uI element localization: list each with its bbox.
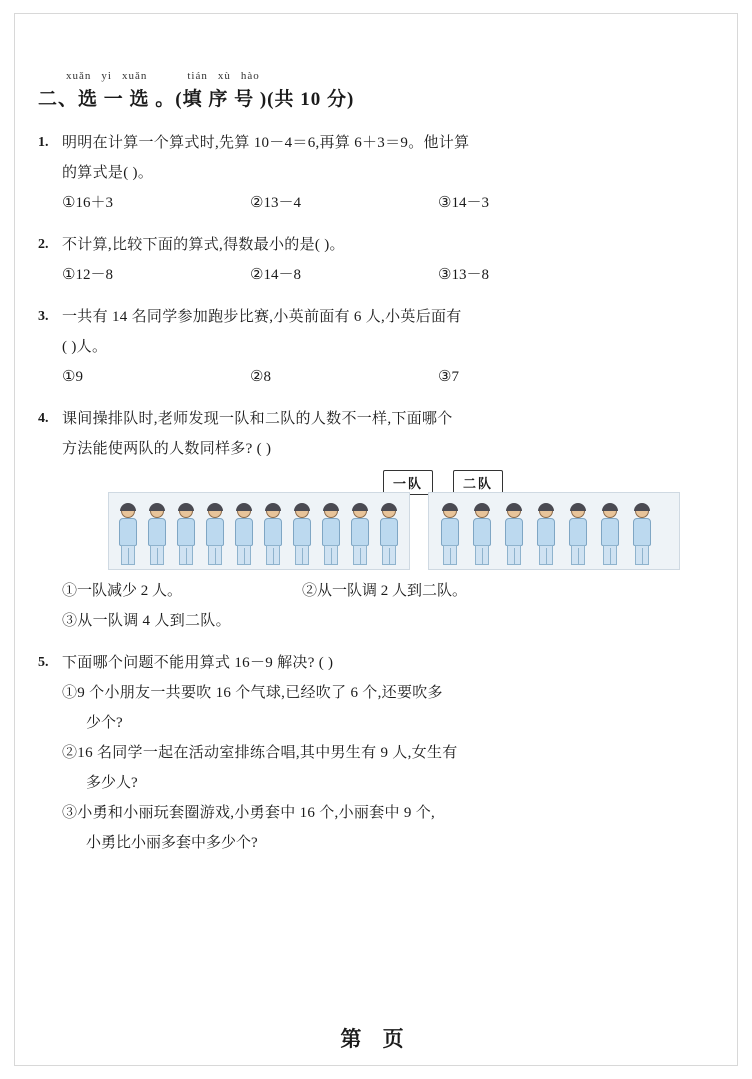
student-figure — [631, 504, 653, 566]
student-figure — [291, 504, 313, 566]
question-3-option-2[interactable]: ②8 — [250, 369, 271, 385]
question-4-option-3[interactable]: ③从一队调 4 人到二队。 — [62, 613, 231, 629]
question-1-text-line2: 的算式是( )。 — [62, 165, 154, 181]
question-1 — [38, 128, 714, 218]
student-figure — [503, 504, 525, 566]
team-one-label: 一队 — [383, 470, 433, 495]
question-1-option-3[interactable]: ③14－3 — [438, 195, 489, 211]
page-content — [38, 70, 714, 870]
question-3 — [38, 302, 714, 392]
student-figure — [378, 504, 400, 566]
question-3-text: 一共有 14 名同学参加跑步比赛,小英前面有 6 人,小英后面有 — [62, 309, 462, 325]
section-header — [38, 70, 714, 114]
question-5-text: 下面哪个问题不能用算式 16－9 解决? ( ) — [62, 655, 334, 671]
question-4-option-1[interactable]: ①一队减少 2 人。 — [62, 583, 183, 599]
question-3-options — [62, 362, 714, 392]
section-pinyin — [66, 70, 260, 82]
student-figure — [567, 504, 589, 566]
student-figure — [175, 504, 197, 566]
pinyin-6: hào — [240, 70, 260, 82]
question-2-number: 2. — [38, 237, 49, 252]
question-4-text-line2: 方法能使两队的人数同样多? ( ) — [62, 441, 272, 457]
question-2-option-1[interactable]: ①12－8 — [62, 267, 113, 283]
pinyin-4: tián — [187, 70, 208, 82]
question-4-number: 4. — [38, 411, 49, 426]
student-figure — [471, 504, 493, 566]
pinyin-3: xuǎn — [121, 70, 148, 82]
question-1-option-1[interactable]: ①16＋3 — [62, 195, 113, 211]
student-figure — [233, 504, 255, 566]
student-figure — [204, 504, 226, 566]
team-two-label: 二队 — [453, 470, 503, 495]
question-5-option-1-line1[interactable]: ①9 个小朋友一共要吹 16 个气球,已经吹了 6 个,还要吹多 — [62, 685, 443, 701]
question-2-options — [62, 260, 714, 290]
student-figure — [117, 504, 139, 566]
question-1-options — [62, 188, 714, 218]
question-1-option-2[interactable]: ②13－4 — [250, 195, 301, 211]
question-5-option-2-line1[interactable]: ②16 名同学一起在活动室排练合唱,其中男生有 9 人,女生有 — [62, 745, 458, 761]
student-figure — [439, 504, 461, 566]
question-3-number: 3. — [38, 309, 49, 324]
student-figure — [349, 504, 371, 566]
pinyin-2: yi — [101, 70, 112, 82]
question-5-number: 5. — [38, 655, 49, 670]
question-1-text: 明明在计算一个算式时,先算 10－4＝6,再算 6＋3＝9。他计算 — [62, 135, 470, 151]
question-2-text: 不计算,比较下面的算式,得数最小的是( )。 — [62, 237, 345, 253]
student-figure — [262, 504, 284, 566]
team-one-queue — [108, 492, 410, 570]
question-4-options-row — [62, 576, 714, 606]
question-2 — [38, 230, 714, 290]
team-two-queue — [428, 492, 680, 570]
question-3-option-1[interactable]: ①9 — [62, 369, 83, 385]
question-5-option-2-line2: 多少人? — [86, 775, 138, 791]
question-3-text-line2: ( )人。 — [62, 339, 108, 355]
question-1-number: 1. — [38, 135, 49, 150]
pinyin-5: xù — [217, 70, 231, 82]
student-figure — [535, 504, 557, 566]
student-figure — [599, 504, 621, 566]
question-2-option-2[interactable]: ②14－8 — [250, 267, 301, 283]
question-5-option-1-line2: 少个? — [86, 715, 123, 731]
question-4-option-2[interactable]: ②从一队调 2 人到二队。 — [302, 583, 468, 599]
question-4 — [38, 404, 714, 636]
pinyin-1: xuǎn — [66, 70, 92, 82]
question-5-option-3-line2: 小勇比小丽多套中多少个? — [86, 835, 258, 851]
question-5-option-3-line1[interactable]: ③小勇和小丽玩套圈游戏,小勇套中 16 个,小丽套中 9 个, — [62, 805, 436, 821]
question-4-text: 课间操排队时,老师发现一队和二队的人数不一样,下面哪个 — [62, 411, 453, 427]
queue-illustration — [98, 470, 618, 570]
question-2-option-3[interactable]: ③13－8 — [438, 267, 489, 283]
question-3-option-3[interactable]: ③7 — [438, 369, 459, 385]
student-figure — [146, 504, 168, 566]
section-title: 二、选 一 选 。(填 序 号 )(共 10 分) — [38, 89, 355, 110]
question-5 — [38, 648, 714, 858]
student-figure — [320, 504, 342, 566]
page-footer: 第 页 — [340, 1027, 412, 1051]
